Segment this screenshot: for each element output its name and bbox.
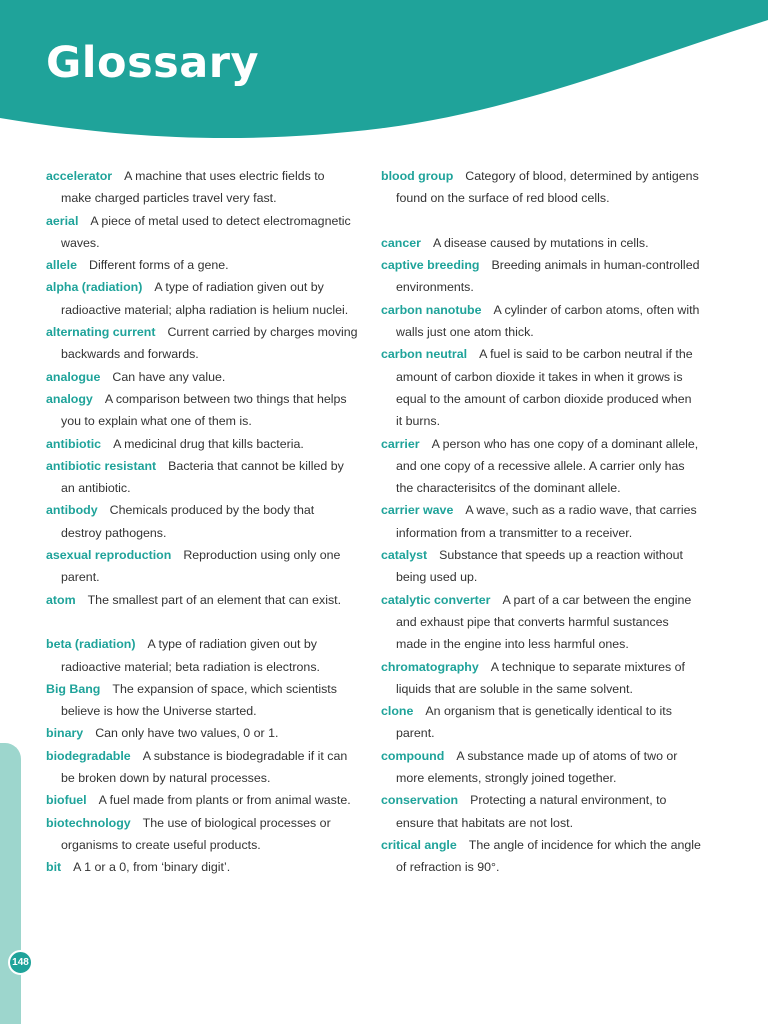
glossary-definition: A substance is biodegradable if it can be broken down by natural processes. <box>61 748 348 786</box>
glossary-header-banner <box>0 0 768 150</box>
glossary-term: compound <box>381 748 445 763</box>
glossary-definition: A person who has one copy of a dominant allele, and one copy of a recessive allele. A carrier only has the characterisitcs of the dominant allele. <box>396 436 699 496</box>
glossary-entry-catalyst <box>381 544 701 589</box>
glossary-entry-antibody <box>46 499 358 544</box>
glossary-term: alpha (radiation) <box>46 280 143 295</box>
glossary-definition: A fuel made from plants or from animal waste. <box>98 793 351 808</box>
glossary-term: aerial <box>46 213 79 228</box>
glossary-definition: A technique to separate mixtures of liquids that are soluble in the same solvent. <box>396 659 685 696</box>
glossary-entry-biotechnology <box>46 812 358 857</box>
glossary-entry-carrier-wave <box>381 499 701 544</box>
glossary-term: antibody <box>46 503 98 518</box>
glossary-term: allele <box>46 258 78 273</box>
glossary-entry-carrier <box>381 433 701 500</box>
glossary-term: biodegradable <box>46 748 131 763</box>
glossary-definition: A type of radiation given out by radioactive material; beta radiation is electrons. <box>61 637 320 674</box>
glossary-definition: Reproduction using only one parent. <box>61 548 341 585</box>
glossary-term: carbon nanotube <box>381 302 482 317</box>
glossary-entry-antibiotic <box>46 433 358 455</box>
glossary-definition: The angle of incidence for which the angle of refraction is 90°. <box>396 837 701 875</box>
glossary-term: clone <box>381 704 414 719</box>
glossary-definition: A disease caused by mutations in cells. <box>432 235 649 250</box>
glossary-entry-atom <box>46 589 358 611</box>
glossary-term: critical angle <box>381 837 457 852</box>
glossary-definition: Protecting a natural environment, to ensure that habitats are not lost. <box>396 793 667 830</box>
glossary-entry-conservation <box>381 789 701 834</box>
glossary-definition: Bacteria that cannot be killed by an antibiotic. <box>61 458 344 496</box>
glossary-definition: A 1 or a 0, from ‘binary digit’. <box>73 860 231 875</box>
glossary-entry-blood-group <box>381 165 701 210</box>
glossary-definition: Current carried by charges moving backwards and forwards. <box>61 325 358 362</box>
glossary-entry-clone <box>381 700 701 745</box>
glossary-entry-analogue <box>46 366 358 388</box>
glossary-definition: Breeding animals in human-controlled environments. <box>396 258 700 295</box>
glossary-entry-carbon-nanotube <box>381 299 701 344</box>
glossary-definition: The smallest part of an element that can exist. <box>87 592 342 607</box>
glossary-term: biofuel <box>46 793 87 808</box>
glossary-definition: A substance made up of atoms of two or more elements, strongly joined together. <box>396 748 678 786</box>
glossary-term: blood group <box>381 169 454 183</box>
glossary-entry-biodegradable <box>46 745 358 790</box>
glossary-term: antibiotic resistant <box>46 458 157 473</box>
glossary-term: catalyst <box>381 548 428 563</box>
glossary-entry-captive-breeding <box>381 254 701 299</box>
glossary-entry-bit <box>46 856 358 878</box>
glossary-entry-asexual-reproduction <box>46 544 358 589</box>
glossary-definition: An organism that is genetically identical to its parent. <box>396 704 672 741</box>
glossary-term: biotechnology <box>46 815 131 830</box>
glossary-entry-beta-radiation <box>46 633 358 678</box>
glossary-definition: The use of biological processes or organisms to create useful products. <box>61 815 331 852</box>
glossary-entry-binary <box>46 722 358 744</box>
glossary-definition: Category of blood, determined by antigens found on the surface of red blood cells. <box>396 169 699 206</box>
glossary-definition: A comparison between two things that helps you to explain what one of them is. <box>61 391 347 429</box>
glossary-term: asexual reproduction <box>46 548 172 563</box>
glossary-term: beta (radiation) <box>46 637 136 652</box>
glossary-definition: A type of radiation given out by radioactive material; alpha radiation is helium nuclei. <box>61 280 349 317</box>
glossary-entry-aerial <box>46 210 358 255</box>
page-title: Glossary <box>46 38 260 88</box>
glossary-term: Big Bang <box>46 681 101 696</box>
glossary-term: carrier <box>381 436 420 451</box>
glossary-entry-cancer <box>381 232 701 254</box>
glossary-definition: Different forms of a gene. <box>89 258 229 273</box>
glossary-entry-critical-angle <box>381 834 701 879</box>
side-tab <box>0 743 21 1024</box>
glossary-definition: Can have any value. <box>112 369 226 384</box>
glossary-entry-biofuel <box>46 789 358 811</box>
glossary-definition: Chemicals produced by the body that destroy pathogens. <box>61 503 315 540</box>
glossary-column-left <box>46 165 358 879</box>
glossary-entry-chromatography <box>381 656 701 701</box>
glossary-term: analogue <box>46 369 101 384</box>
glossary-entry-alternating-current <box>46 321 358 366</box>
glossary-term: catalytic converter <box>381 592 491 607</box>
glossary-definition: A fuel is said to be carbon neutral if the amount of carbon dioxide it takes in when it grows is equal to the amount of carbon dioxide produced when it burns. <box>396 347 693 429</box>
glossary-entry-catalytic-converter <box>381 589 701 656</box>
glossary-term: alternating current <box>46 325 156 340</box>
glossary-entry-big-bang <box>46 678 358 723</box>
glossary-definition: A wave, such as a radio wave, that carries information from a transmitter to a receiver. <box>396 503 697 540</box>
glossary-term: carrier wave <box>381 503 454 518</box>
glossary-column-right <box>381 165 701 879</box>
glossary-term: atom <box>46 592 76 607</box>
glossary-term: antibiotic <box>46 436 102 451</box>
glossary-term: conservation <box>381 793 459 808</box>
glossary-term: binary <box>46 726 84 741</box>
glossary-term: analogy <box>46 391 93 406</box>
glossary-entry-allele <box>46 254 358 276</box>
glossary-definition: Substance that speeds up a reaction without being used up. <box>396 548 684 585</box>
glossary-entry-antibiotic-resistant <box>46 455 358 500</box>
glossary-definition: A part of a car between the engine and exhaust pipe that converts harmful sustances made in the engine into less harmful ones. <box>396 592 692 652</box>
glossary-definition: A cylinder of carbon atoms, often with walls just one atom thick. <box>396 302 700 340</box>
glossary-definition: A piece of metal used to detect electromagnetic waves. <box>61 213 351 250</box>
glossary-entry-analogy <box>46 388 358 433</box>
glossary-term: chromatography <box>381 659 479 674</box>
glossary-definition: A machine that uses electric fields to make charged particles travel very fast. <box>61 169 325 206</box>
glossary-term: carbon neutral <box>381 347 468 362</box>
glossary-term: cancer <box>381 235 421 250</box>
glossary-entry-accelerator <box>46 165 358 210</box>
glossary-entry-carbon-neutral <box>381 343 701 432</box>
page-number: 148 <box>8 950 33 975</box>
glossary-term: captive breeding <box>381 258 480 273</box>
glossary-entry-alpha-radiation <box>46 276 358 321</box>
glossary-definition: The expansion of space, which scientists believe is how the Universe started. <box>61 681 337 719</box>
glossary-definition: Can only have two values, 0 or 1. <box>95 726 279 741</box>
glossary-definition: A medicinal drug that kills bacteria. <box>113 436 304 451</box>
glossary-term: bit <box>46 860 62 875</box>
glossary-term: accelerator <box>46 169 113 183</box>
glossary-entry-compound <box>381 745 701 790</box>
